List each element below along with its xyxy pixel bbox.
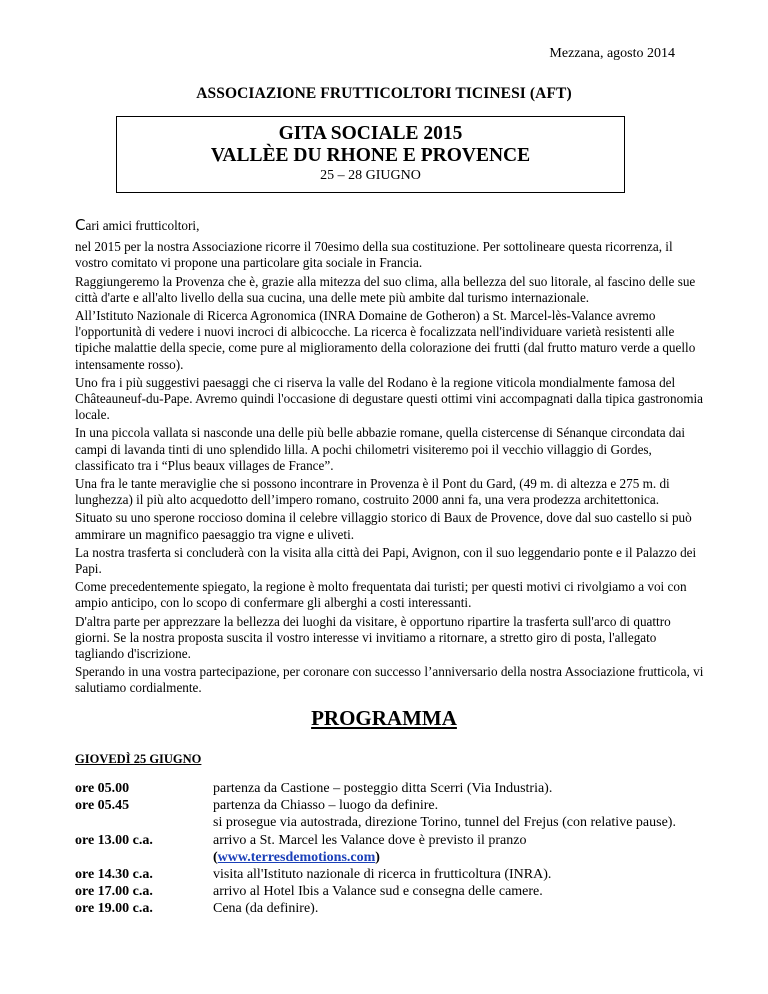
schedule-desc: arrivo al Hotel Ibis a Valance sud e consegna delle camere. bbox=[213, 884, 543, 900]
paragraph: La nostra trasferta si concluderà con la visita alla città dei Papi, Avignon, con il suo leggendario ponte e il Palazzo dei Papi. bbox=[75, 544, 697, 577]
schedule-desc: partenza da Chiasso – luogo da definire. bbox=[213, 798, 439, 814]
trip-title-box bbox=[116, 116, 625, 193]
schedule-time: ore 17.00 c.a. bbox=[75, 884, 153, 900]
salutation-text: ari amici frutticoltori, bbox=[85, 218, 200, 233]
schedule-desc: visita all'Istituto nazionale di ricerca in frutticoltura (INRA). bbox=[213, 867, 552, 883]
schedule-time: ore 13.00 c.a. bbox=[75, 832, 153, 848]
schedule-desc: Cena (da definire). bbox=[213, 901, 319, 917]
paragraph: D'altra parte per apprezzare la bellezza dei luoghi da visitare, è opportuno ripartire la trasferta sull'arco di quattro giorni. Se la nostra proposta suscita il vostro interesse vi invitiamo a ritornare, a stretto giro di posta, l'allegato tagliando d'iscrizione. bbox=[75, 613, 671, 662]
program-heading: PROGRAMMA bbox=[311, 706, 457, 730]
schedule-desc: si prosegue via autostrada, direzione Torino, tunnel del Frejus (con relative pause). bbox=[213, 815, 676, 831]
schedule-desc bbox=[213, 832, 705, 866]
paragraph: nel 2015 per la nostra Associazione ricorre il 70esimo della sua costituzione. Per sottolineare questa ricorrenza, il vostro comitato vi propone una particolare gita sociale in Francia. bbox=[75, 239, 673, 271]
schedule-row bbox=[75, 832, 705, 866]
paragraph: Uno fra i più suggestivi paesaggi che ci riserva la valle del Rodano è la regione viticola mondialmente famosa del Châteauneuf-du-Pape. Avremo quindi l'occasione di degustare questi ottimi vini accompagnati dalla tipica gastronomia locale. bbox=[75, 374, 703, 423]
schedule-time: ore 14.30 c.a. bbox=[75, 867, 153, 883]
paragraph: Situato su uno sperone roccioso domina il celebre villaggio storico di Baux de Provence, dove dal suo castello si può ammirare un magnifico paesaggio tra vigne e uliveti. bbox=[75, 510, 692, 542]
paragraph: Sperando in una vostra partecipazione, per coronare con successo l’anniversario della nostra Associazione frutticola, vi salutiamo cordialmente. bbox=[75, 664, 704, 696]
schedule-row bbox=[75, 780, 705, 797]
schedule-row bbox=[75, 866, 705, 883]
day-heading: GIOVEDÌ 25 GIUGNO bbox=[75, 752, 202, 766]
website-link[interactable]: www.terresdemotions.com bbox=[217, 849, 376, 865]
schedule-desc: partenza da Castione – posteggio ditta Scerri (Via Industria). bbox=[213, 781, 553, 796]
letter-body bbox=[75, 217, 705, 699]
schedule-time: ore 05.45 bbox=[75, 798, 130, 814]
organization-name: ASSOCIAZIONE FRUTTICOLTORI TICINESI (AFT) bbox=[196, 85, 572, 102]
salutation-initial: C bbox=[75, 216, 86, 234]
paragraph: In una piccola vallata si nasconde una delle più belle abbazie romane, quella cistercense di Sénanque circondata dai campi di lavanda tinti di uno splendido lilla. A pochi chilometri visiteremo poi il vecchio villaggio di Gordes, classificato tra i “Plus beaux villages de France”. bbox=[75, 425, 686, 473]
trip-dates: 25 – 28 GIUGNO bbox=[320, 168, 421, 183]
link-close-paren: ) bbox=[375, 849, 380, 865]
salutation bbox=[75, 217, 705, 234]
schedule-time: ore 19.00 c.a. bbox=[75, 901, 153, 917]
schedule-time: ore 05.00 bbox=[75, 781, 130, 796]
paragraph: Come precedentemente spiegato, la regione è molto frequentata dai turisti; per questi motivi ci rivolgiamo a voi con ampio anticipo, con lo scopo di confermare gli alberghi a costi interessanti. bbox=[75, 579, 687, 611]
schedule-row bbox=[75, 900, 705, 917]
paragraph: All’Istituto Nazionale di Ricerca Agronomica (INRA Domaine de Gotheron) a St. Marcel-lès-Valance avremo l'opportunità di vedere i nuovi incroci di albicocche. La ricerca è focalizzata nell'individuare varietà resistenti alle tipiche malattie della specie, come pure al miglioramento della colorazione dei frutti (dal frutto maturo verde a quello intensamente rosso). bbox=[75, 308, 696, 372]
paragraph: Raggiungeremo la Provenza che è, grazie alla mitezza del suo clima, alla bellezza del suo litorale, al fascino delle sue città d'arte e all'alto livello della sua cucina, una delle mete più ambite dal turismo internazionale. bbox=[75, 273, 696, 305]
schedule-row bbox=[75, 814, 705, 831]
schedule-desc-text: arrivo a St. Marcel les Valance dove è previsto il pranzo bbox=[213, 832, 527, 848]
link-open-paren: ( bbox=[213, 849, 218, 865]
schedule-list bbox=[75, 780, 705, 918]
schedule-time bbox=[75, 814, 213, 831]
trip-title: GITA SOCIALE 2015 bbox=[278, 123, 463, 144]
letter-date: Mezzana, agosto 2014 bbox=[549, 46, 675, 61]
schedule-row bbox=[75, 797, 705, 814]
paragraph: Una fra le tante meraviglie che si possono incontrare in Provenza è il Pont du Gard, (49 m. di altezza e 275 m. di lunghezza) il più alto acquedotto dell’impero romano, costruito 2000 anni fa, una vera prodezza architettonica. bbox=[75, 476, 670, 508]
trip-destination: VALLÈE DU RHONE E PROVENCE bbox=[210, 145, 531, 166]
schedule-row bbox=[75, 883, 705, 900]
